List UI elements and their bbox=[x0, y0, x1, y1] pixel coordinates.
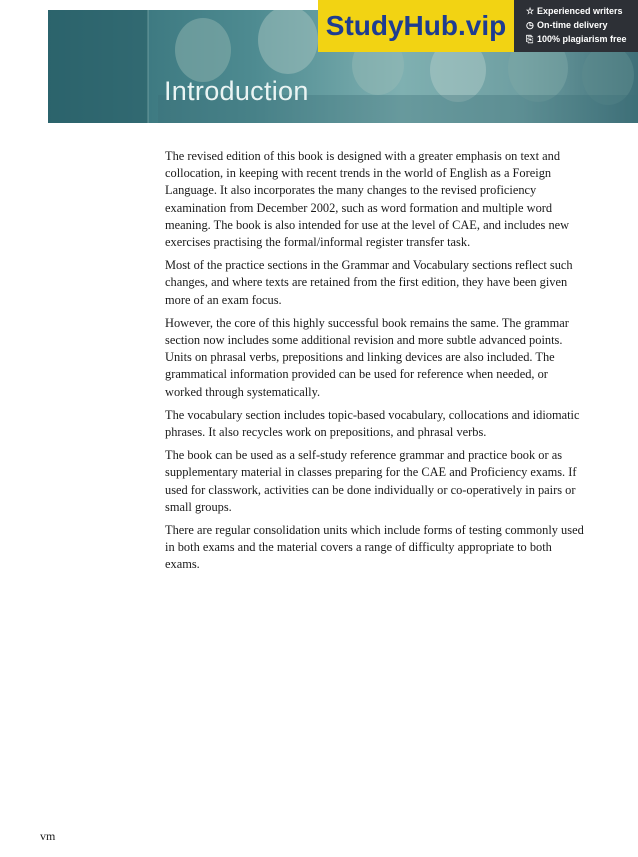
clock-icon: ◷ bbox=[526, 19, 534, 30]
introduction-body bbox=[165, 148, 585, 580]
promo-feature-label: Experienced writers bbox=[537, 6, 623, 16]
promo-badge[interactable] bbox=[318, 0, 638, 52]
paragraph: However, the core of this highly successful book remains the same. The grammar section now includes some additional revision and more subtle advanced points. Units on phrasal verbs, prepositions and linking devices are also included. The grammatical information provided can be used for reference when needed, or worked through systematically. bbox=[165, 315, 569, 399]
page-title: Introduction bbox=[164, 76, 309, 106]
paragraph: The revised edition of this book is designed with a greater emphasis on text and collocation, in keeping with recent trends in the world of English as a Foreign Language. It also incorporates the many changes to the revised proficiency examination from December 2002, such as word formation and multiple word meaning. The book is also intended for use at the level of CAE, and includes new exercises practising the formal/informal register transfer task. bbox=[165, 149, 570, 250]
paragraph: Most of the practice sections in the Grammar and Vocabulary sections reflect such changes, and where texts are retained from the first edition, they have been given more of an exam focus. bbox=[165, 258, 573, 307]
promo-feature-list bbox=[514, 0, 638, 52]
promo-feature bbox=[526, 4, 638, 18]
star-icon: ☆ bbox=[526, 5, 535, 16]
promo-feature-label: On-time delivery bbox=[537, 20, 608, 30]
page-number: vm bbox=[40, 829, 56, 843]
promo-brand-logo[interactable]: StudyHub.vip bbox=[318, 0, 514, 52]
promo-feature bbox=[526, 32, 638, 46]
paragraph: There are regular consolidation units which include forms of testing commonly used in both exams and the material covers a range of difficulty appropriate to both exams. bbox=[165, 523, 584, 572]
paragraph: The vocabulary section includes topic-based vocabulary, collocations and idiomatic phrases. It also recycles work on prepositions, and phrasal verbs. bbox=[165, 407, 580, 440]
document-check-icon: ⎘ bbox=[526, 33, 534, 44]
promo-feature-label: 100% plagiarism free bbox=[537, 34, 627, 44]
paragraph: The book can be used as a self-study reference grammar and practice book or as supplementary material in classes preparing for the CAE and Proficiency exams. If used for classwork, activities can be done individually or co-operatively in pairs or small groups. bbox=[165, 448, 577, 514]
promo-feature bbox=[526, 18, 638, 32]
